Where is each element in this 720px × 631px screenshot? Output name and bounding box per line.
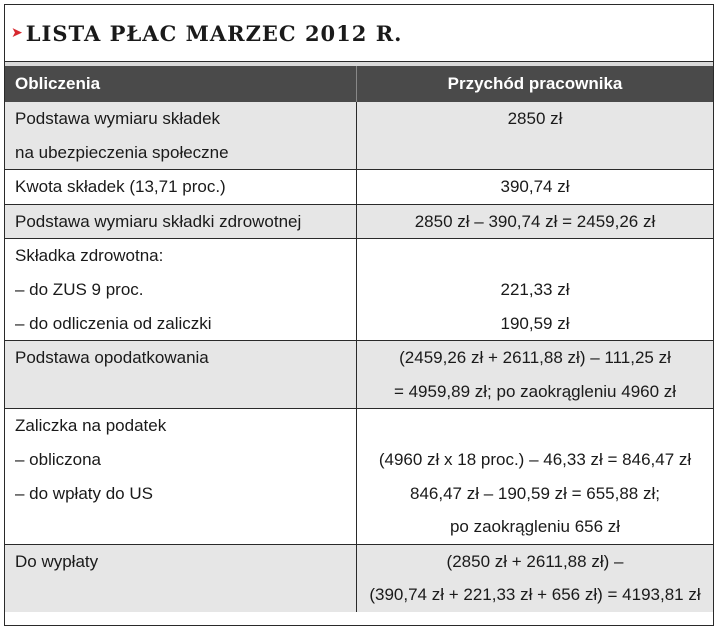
- row-label-line: – do ZUS 9 proc.: [15, 279, 144, 299]
- row-value-line: (390,74 zł + 221,33 zł + 656 zł) = 4193,81 zł: [369, 585, 701, 605]
- row-value-line: [357, 239, 713, 273]
- row-label: [5, 409, 357, 543]
- row-value: [357, 205, 713, 239]
- table-row: [5, 170, 713, 205]
- row-label: [5, 239, 357, 340]
- row-value-line: po zaokrągleniu 656 zł: [449, 517, 621, 537]
- row-value-line: 390,74 zł: [500, 177, 570, 197]
- row-label-line: – do odliczenia od zaliczki: [15, 313, 212, 333]
- row-label-line: – obliczona: [15, 449, 102, 469]
- row-value-line: (2850 zł + 2611,88 zł) –: [446, 551, 624, 571]
- title-bar: [5, 5, 713, 62]
- row-value: [357, 409, 713, 543]
- row-value-line: 846,47 zł – 190,59 zł = 655,88 zł;: [410, 483, 660, 503]
- row-label: [5, 205, 357, 239]
- row-label-line: Podstawa wymiaru składek: [15, 109, 221, 128]
- row-value: [357, 341, 713, 408]
- row-value-line: [357, 409, 713, 443]
- row-label: [5, 170, 357, 204]
- row-value-line: (2459,26 zł + 2611,88 zł) – 111,25 zł: [399, 348, 671, 368]
- row-value-line: (4960 zł x 18 proc.) – 46,33 zł = 846,47 zł: [378, 449, 692, 469]
- table-row: [5, 102, 713, 170]
- payroll-table-frame: [4, 4, 714, 626]
- row-label-line: na ubezpieczenia społeczne: [15, 142, 229, 162]
- row-label-line: Podstawa wymiaru składki zdrowotnej: [15, 211, 302, 231]
- row-value-line: [357, 136, 713, 170]
- row-value-line: 2850 zł – 390,74 zł = 2459,26 zł: [414, 211, 656, 231]
- row-label: [5, 102, 357, 169]
- row-label-line: [15, 375, 356, 409]
- row-value: [357, 545, 713, 612]
- row-value: [357, 102, 713, 169]
- row-label-line: Składka zdrowotna:: [15, 246, 164, 266]
- page-title: LISTA PŁAC MARZEC 2012 R.: [25, 20, 403, 46]
- row-value: [357, 239, 713, 340]
- row-value: [357, 170, 713, 204]
- table-row: [5, 545, 713, 612]
- table-row: [5, 341, 713, 409]
- table-body: [5, 102, 713, 612]
- row-label-line: Do wypłaty: [15, 551, 99, 571]
- table-row: [5, 409, 713, 544]
- row-value-line: = 4959,89 zł; po zaokrągleniu 4960 zł: [393, 381, 677, 401]
- row-label-line: Kwota składek (13,71 proc.): [15, 177, 226, 197]
- row-value-line: 221,33 zł: [500, 279, 570, 299]
- row-label-line: Zaliczka na podatek: [15, 416, 167, 436]
- row-label: [5, 341, 357, 408]
- header-calculations: Obliczenia: [5, 66, 357, 102]
- header-employee-income: Przychód pracownika: [447, 74, 623, 93]
- row-label-line: – do wpłaty do US: [15, 483, 153, 503]
- red-arrow-icon: ➤: [11, 25, 23, 41]
- table-row: [5, 205, 713, 240]
- table-header: [5, 62, 713, 102]
- row-label-line: Podstawa opodatkowania: [15, 348, 209, 368]
- row-label-line: [15, 510, 356, 544]
- row-value-line: 190,59 zł: [500, 313, 570, 333]
- row-value-line: 2850 zł: [507, 109, 563, 128]
- row-label: [5, 545, 357, 612]
- table-row: [5, 239, 713, 341]
- row-label-line: [15, 578, 356, 612]
